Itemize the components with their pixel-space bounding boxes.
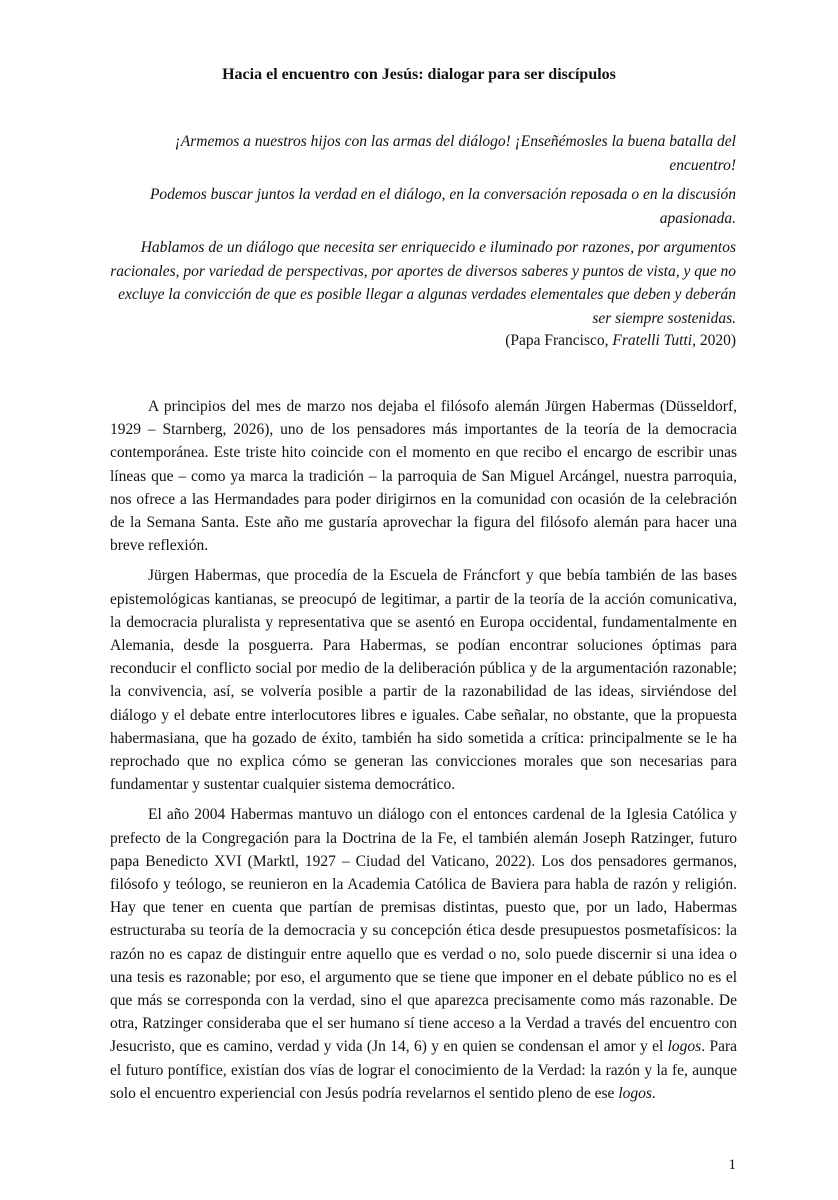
body-paragraph: A principios del mes de marzo nos dejaba el filósofo alemán Jürgen Habermas (Düsseldorf, 1929 – Starnberg, 2026), uno de los pensadores más importantes de la teoría de la democracia contemporánea. Este triste hito coincide con el momento en que recibo el encargo de escribir unas líneas que – como ya marca la tradición – la parroquia de San Miguel Arcángel, nuestra parroquia, nos ofrece a las Hermandades para poder dirigirnos en la comunidad con ocasión de la celebración de la Semana Santa. Este año me gustaría aprovechar la figura del filósofo alemán para hacer una breve reflexión.: [110, 398, 737, 555]
citation-work-title: Fratelli Tutti,: [612, 332, 696, 349]
page-number: 1: [728, 1157, 736, 1173]
document-body: [110, 395, 737, 1112]
citation-suffix: 2020): [695, 332, 736, 349]
epigraph-quote: Podemos buscar juntos la verdad en el diálogo, en la conversación reposada o en la discusión apasionada.: [149, 186, 736, 227]
epigraph-quote: Hablamos de un diálogo que necesita ser enriquecido e iluminado por razones, por argumentos racionales, por variedad de perspectivas, por aportes de diversos saberes y puntos de vista, y que no excluye la convicción de que es posible llegar a algunas verdades elementales que deben y deberán ser siempre sostenidas.: [110, 239, 736, 327]
epigraph-quote: ¡Armemos a nuestros hijos con las armas del diálogo! ¡Enseñémosles la buena batalla del encuentro!: [174, 133, 736, 174]
citation-prefix: (Papa Francisco,: [505, 332, 613, 349]
body-paragraph: Jürgen Habermas, que procedía de la Escuela de Fráncfort y que bebía también de las bases epistemológicas kantianas, se preocupó de legitimar, a partir de la teoría de la acción comunicativa, la democracia pluralista y representativa que se asentó en Europa occidental, fundamentalmente en Alemania, desde la posguerra. Para Habermas, se podían encontrar soluciones óptimas para reconducir el conflicto social por medio de la deliberación pública y de la argumentación razonable; la convivencia, así, se volvería posible a partir de la razonabilidad de las ideas, sirviéndose del diálogo y el debate entre interlocutores libres e iguales. Cabe señalar, no obstante, que la propuesta habermasiana, que ha gozado de éxito, también ha sido sometida a crítica: principalmente se le ha reprochado que no explica cómo se generan las convicciones morales que son necesarias para fundamentar y sustentar cualquier sistema democrático.: [110, 567, 737, 794]
paragraph-text: .: [651, 1084, 656, 1102]
italic-term: logos: [618, 1084, 652, 1102]
epigraph-citation: [108, 329, 736, 353]
paragraph-text: . Para el futuro pontífice, existían dos vías de lograr el conocimiento de la Verdad: la razón y la fe, aunque solo el encuentro experiencial con Jesús podría revelarnos el sentido pleno de ese: [110, 1038, 737, 1102]
paragraph-text: El año 2004 Habermas mantuvo un diálogo con el entonces cardenal de la Iglesia Católica y prefecto de la Congregación para la Doctrina de la Fe, el también alemán Joseph Ratzinger, futuro papa Benedicto XVI (Marktl, 1927 – Ciudad del Vaticano, 2022). Los dos pensadores germanos, filósofo y teólogo, se reunieron en la Academia Católica de Baviera para habla de razón y religión. Hay que tener en cuenta que partían de premisas distintas, puesto que, por un lado, Habermas estructuraba su teoría de la democracia y su concepción ética desde presupuestos posmetafísicos: la razón no es capaz de distinguir entre aquello que es verdad o no, solo puede discernir si una idea o una tesis es razonable; por eso, el argumento que se tiene que imponer en el debate público no es el que más se corresponda con la verdad, sino el que aparezca precisamente como más razonable. De otra, Ratzinger consideraba que el ser humano sí tiene acceso a la Verdad a través del encuentro con Jesucristo, que es camino, verdad y vida (Jn 14, 6) y en quien se condensan el amor y el: [110, 806, 737, 1056]
italic-term: logos: [667, 1038, 702, 1056]
epigraph: [108, 130, 736, 336]
body-paragraph: [110, 803, 737, 1105]
document-title: Hacia el encuentro con Jesús: dialogar para ser discípulos: [222, 66, 616, 83]
